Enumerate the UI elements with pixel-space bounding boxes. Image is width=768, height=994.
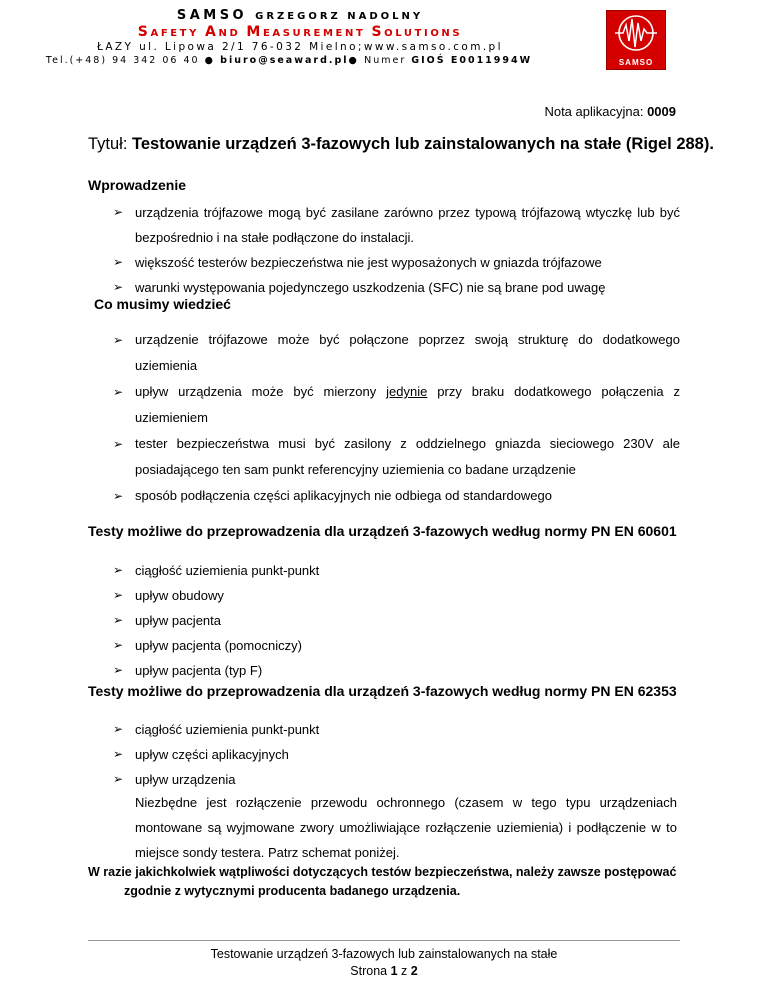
footer-divider bbox=[88, 940, 680, 941]
list-item: ➢ upływ pacjenta bbox=[112, 608, 680, 633]
heading-introduction: Wprowadzenie bbox=[88, 177, 187, 193]
letterhead bbox=[0, 8, 768, 68]
heading-tests-60601: Testy możliwe do przeprowadzenia dla urządzeń 3-fazowych według normy PN EN 60601 bbox=[88, 523, 677, 539]
heading-what-to-know: Co musimy wiedzieć bbox=[94, 296, 231, 312]
logo-label: SAMSO bbox=[618, 58, 654, 67]
contact-email: ● biuro@seaward.pl● bbox=[204, 55, 365, 66]
page-number: Strona 1 z 2 bbox=[350, 964, 418, 978]
what-to-know-list bbox=[112, 327, 680, 509]
list-item: ➢ upływ części aplikacyjnych bbox=[112, 742, 680, 767]
company-contact: Tel.(+48) 94 342 06 40 ● biuro@seaward.pl● Numer GIOŚ E0011994W bbox=[45, 55, 533, 66]
heading-tests-62353: Testy możliwe do przeprowadzenia dla urządzeń 3-fazowych według normy PN EN 62353 bbox=[88, 683, 677, 699]
tests-60601-list bbox=[112, 558, 680, 683]
disconnect-earth-instructions: Niezbędne jest rozłączenie przewodu ochronnego (czasem w tego typu urządzeniach montowane są wyjmowane zwory umożliwiające rozłączenie uziemienia) i podłączenie w to miejsce sondy testera. Patrz schemat poniżej. bbox=[135, 795, 677, 860]
company-address: ŁAZY ul. Lipowa 2/1 76-032 Mielno;www.samso.com.pl bbox=[97, 41, 503, 53]
samso-logo bbox=[606, 10, 666, 70]
list-item: ➢ upływ urządzenia bbox=[112, 767, 680, 792]
document-title: Tytuł: Testowanie urządzeń 3-fazowych lub zainstalowanych na stałe (Rigel 288). bbox=[88, 135, 714, 153]
list-item: ➢ ciągłość uziemienia punkt-punkt bbox=[112, 717, 680, 742]
application-note-number: Nota aplikacyjna: 0009 bbox=[544, 104, 676, 119]
footer-title: Testowanie urządzeń 3-fazowych lub zainstalowanych na stałe bbox=[210, 947, 558, 961]
list-item: ➢ sposób podłączenia części aplikacyjnych nie odbiega od standardowego bbox=[112, 483, 680, 509]
list-item: ➢ upływ pacjenta (pomocniczy) bbox=[112, 633, 680, 658]
list-item: ➢ ciągłość uziemienia punkt-punkt bbox=[112, 558, 680, 583]
list-item: ➢ urządzenie trójfazowe może być połączone poprzez swoją strukturę do dodatkowego uziemienia bbox=[112, 327, 680, 379]
company-name bbox=[0, 8, 600, 25]
list-item: ➢ warunki występowania pojedynczego uszkodzenia (SFC) nie są brane pod uwagę bbox=[112, 275, 680, 300]
introduction-list bbox=[112, 200, 680, 300]
list-item: ➢ urządzenia trójfazowe mogą być zasilane zarówno przez typową trójfazową wtyczkę lub być bezpośrednio i na stałe podłączone do instalacji. bbox=[112, 200, 680, 250]
list-item: ➢ tester bezpieczeństwa musi być zasilony z oddzielnego gniazda sieciowego 230V ale posiadającego ten sam punkt referencyjny uziemienia co badane urządzenie bbox=[112, 431, 680, 483]
tests-62353-list bbox=[112, 717, 680, 792]
company-tagline: SAFETY AND MEASUREMENT SOLUTIONS bbox=[137, 24, 463, 40]
warning-note: W razie jakichkolwiek wątpliwości dotyczących testów bezpieczeństwa, należy zawsze postępować zgodnie z wytycznymi producenta badanego urządzenia. bbox=[88, 865, 677, 898]
letterhead-text bbox=[0, 8, 600, 67]
list-item: ➢ większość testerów bezpieczeństwa nie jest wyposażonych w gniazda trójfazowe bbox=[112, 250, 680, 275]
list-item: ➢ upływ pacjenta (typ F) bbox=[112, 658, 680, 683]
list-item: ➢ upływ urządzenia może być mierzony jedynie przy braku dodatkowego połączenia z uziemieniem bbox=[112, 379, 680, 431]
company-brand: SAMSO bbox=[176, 8, 248, 23]
page-footer bbox=[88, 946, 680, 980]
company-owner: GRZEGORZ NADOLNY bbox=[255, 11, 424, 22]
list-item: ➢ upływ obudowy bbox=[112, 583, 680, 608]
seismograph-icon bbox=[607, 11, 665, 55]
contact-registry-number: GIOŚ E0011994W bbox=[411, 55, 533, 66]
